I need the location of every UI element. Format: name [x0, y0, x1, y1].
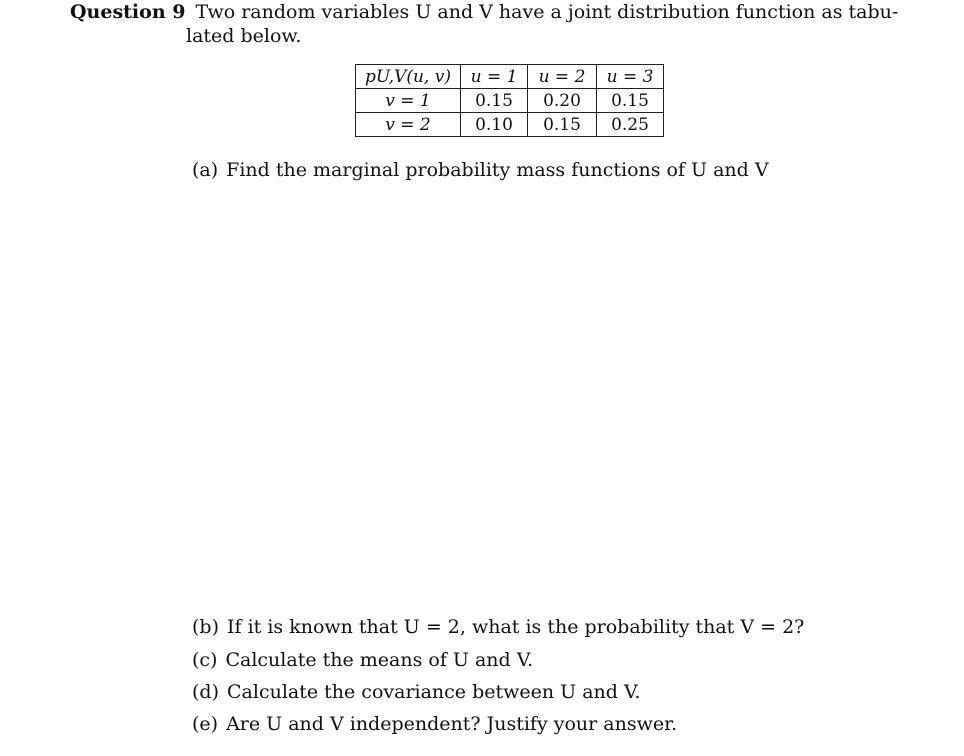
table-row [356, 113, 664, 137]
part-b [192, 615, 804, 639]
part-e [192, 712, 677, 736]
part-b-text: If it is known that U = 2, what is the probability that V = 2? [227, 616, 805, 638]
table-cell: 0.15 [461, 89, 528, 113]
table-row-label-v1: v = 1 [356, 89, 461, 113]
table-cell: 0.15 [528, 113, 597, 137]
question-intro-line2: lated below. [186, 25, 302, 47]
table-col-header-u2: u = 2 [528, 65, 597, 89]
part-b-label: (b) [192, 616, 219, 638]
part-c [192, 648, 533, 672]
part-d [192, 680, 640, 704]
question-intro-line1: Two random variables U and V have a joint distribution function as tabu- [195, 1, 899, 23]
part-c-text: Calculate the means of U and V. [225, 649, 534, 671]
part-e-text: Are U and V independent? Justify your answer. [226, 713, 678, 735]
table-corner-header: pU,V(u, v) [356, 65, 461, 89]
table-row-label-v2: v = 2 [356, 113, 461, 137]
table-row [356, 89, 664, 113]
table-col-header-u1: u = 1 [461, 65, 528, 89]
table-cell: 0.15 [597, 89, 664, 113]
part-a-text: Find the marginal probability mass functions of U and V [226, 159, 769, 181]
part-c-label: (c) [192, 649, 218, 671]
question-header [70, 0, 898, 24]
part-a-label: (a) [192, 159, 219, 181]
part-e-label: (e) [192, 713, 219, 735]
question-label: Question 9 [70, 1, 186, 23]
table-header-row [356, 65, 664, 89]
part-d-label: (d) [192, 681, 219, 703]
part-d-text: Calculate the covariance between U and V. [227, 681, 641, 703]
table-col-header-u3: u = 3 [597, 65, 664, 89]
table-cell: 0.10 [461, 113, 528, 137]
part-a [192, 158, 769, 182]
table-cell: 0.20 [528, 89, 597, 113]
joint-distribution-table [355, 64, 664, 137]
table-cell: 0.25 [597, 113, 664, 137]
